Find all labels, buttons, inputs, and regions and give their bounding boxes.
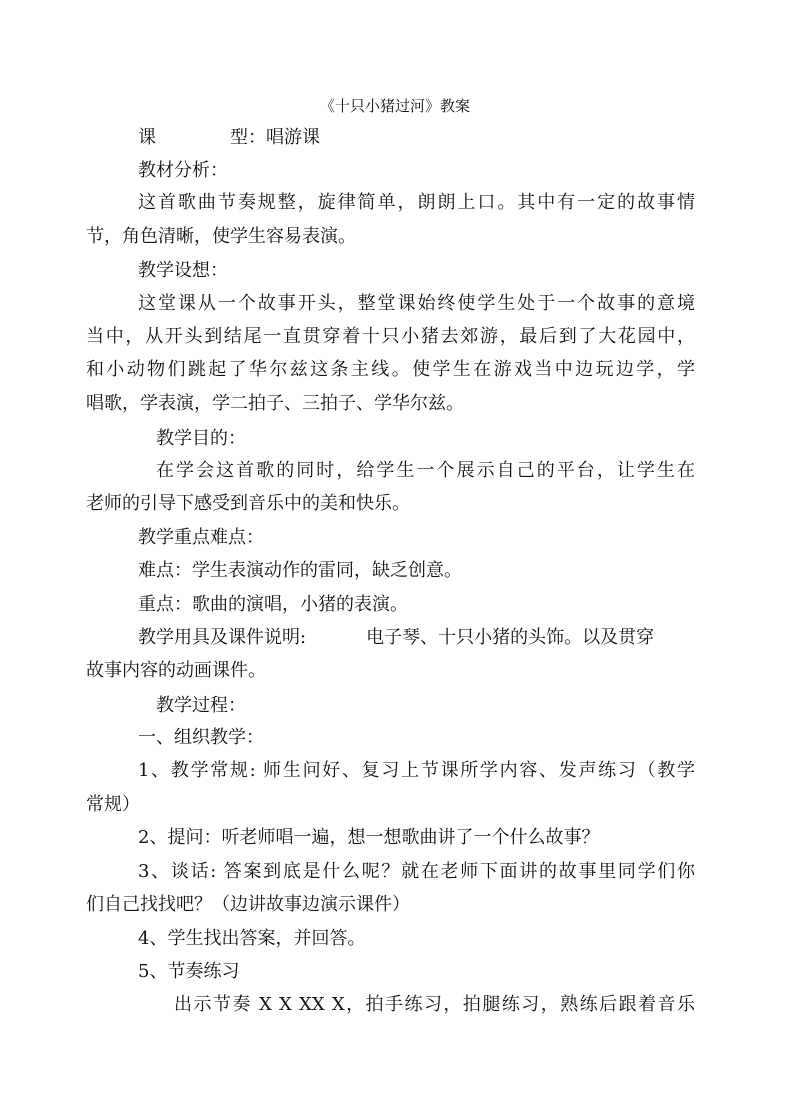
material-analysis-line-1: 这首歌曲节奏规整，旋律简单，朗朗上口。其中有一定的故事情: [138, 192, 695, 213]
process-step-4: 4、学生找出答案，并回答。: [138, 928, 366, 949]
document-title: 《十只小猪过河》教案: [319, 97, 470, 115]
teaching-goal-line-1: 在学会这首歌的同时，给学生一个展示自己的平台，让学生在: [156, 460, 695, 481]
tools-line-2: 故事内容的动画课件。: [86, 660, 266, 681]
process-step-1-line-2: 常规）: [86, 794, 140, 815]
process-step-1-line-1: 1、教学常规: 师生问好、复习上节课所学内容、发声练习（教学: [138, 760, 695, 781]
material-analysis-heading: 教材分析：: [138, 160, 228, 181]
process-step-5-line-1: 出示节奏 X X XX X，拍手练习，拍腿练习，熟练后跟着音乐: [174, 994, 695, 1015]
material-analysis-line-2: 节，角色清晰，使学生容易表演。: [86, 226, 356, 247]
tools-text: 电子琴、十只小猪的头饰。以及贯穿: [366, 627, 655, 648]
teaching-idea-line-3: 和小动物们跳起了华尔兹这条主线。使学生在游戏当中边玩边学，学: [86, 359, 695, 380]
process-step-2: 2、提问：听老师唱一遍，想一想歌曲讲了一个什么故事？: [138, 827, 600, 848]
process-step-3-line-1: 3、谈话: 答案到底是什么呢？就在老师下面讲的故事里同学们你: [138, 861, 695, 882]
teaching-goal-line-2: 老师的引导下感受到音乐中的美和快乐。: [86, 493, 410, 514]
process-step-3-line-2: 们自己找找吧？（边讲故事边演示课件）: [86, 894, 410, 915]
process-heading: 教学过程：: [156, 695, 246, 716]
key-points-focus: 重点：歌曲的演唱，小猪的表演。: [138, 594, 408, 615]
process-step-5: 5、节奏练习: [138, 961, 240, 982]
teaching-goal-heading: 教学目的：: [156, 428, 246, 449]
tools-label: 教学用具及课件说明:: [138, 627, 307, 648]
key-points-difficulty: 难点：学生表演动作的雷同，缺乏创意。: [138, 560, 462, 581]
tools-line: [138, 626, 654, 650]
course-type-label: 课: [138, 127, 156, 148]
process-section-1: 一、组织教学：: [138, 727, 264, 748]
course-type-value: 型：唱游课: [230, 127, 320, 148]
key-points-heading: 教学重点难点：: [138, 527, 264, 548]
course-type-line: [138, 126, 320, 150]
teaching-idea-line-4: 唱歌，学表演，学二拍子、三拍子、学华尔兹。: [86, 393, 464, 414]
teaching-idea-line-1: 这堂课从一个故事开头，整堂课始终使学生处于一个故事的意境: [138, 293, 695, 314]
teaching-idea-heading: 教学设想：: [138, 260, 228, 281]
teaching-idea-line-2: 当中，从开头到结尾一直贯穿着十只小猪去郊游，最后到了大花园中，: [86, 326, 695, 347]
